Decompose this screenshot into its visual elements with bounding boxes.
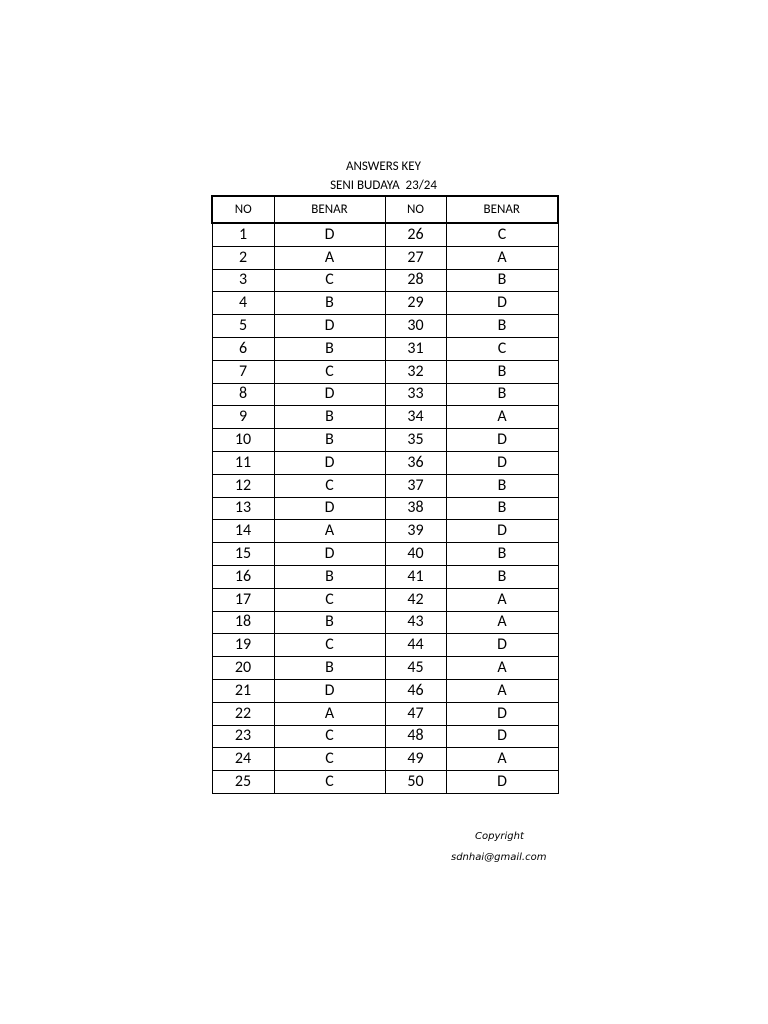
table-row [212,748,558,771]
cell-answer: D [274,497,385,520]
table-row [212,406,558,429]
cell-answer: B [446,543,558,566]
table-row [212,292,558,315]
cell-no: 48 [385,725,446,748]
cell-no: 5 [212,315,274,338]
cell-answer: D [274,223,385,246]
cell-answer: D [446,702,558,725]
cell-answer: D [274,679,385,702]
table-row [212,246,558,269]
answer-key-table [211,195,559,794]
cell-answer: A [274,246,385,269]
cell-no: 33 [385,383,446,406]
table-row [212,771,558,794]
table-header-row [212,196,558,223]
cell-answer: B [446,474,558,497]
cell-answer: D [446,520,558,543]
cell-answer: B [274,429,385,452]
table-row [212,611,558,634]
cell-answer: B [274,337,385,360]
cell-answer: B [446,315,558,338]
document-subtitle: SENI BUDAYA 23/24 [330,178,437,193]
cell-answer: B [274,565,385,588]
cell-no: 41 [385,565,446,588]
cell-no: 43 [385,611,446,634]
table-row [212,360,558,383]
table-row [212,702,558,725]
cell-no: 50 [385,771,446,794]
table-row [212,451,558,474]
cell-answer: D [274,315,385,338]
cell-no: 2 [212,246,274,269]
cell-no: 4 [212,292,274,315]
cell-no: 45 [385,657,446,680]
cell-no: 42 [385,588,446,611]
table-row [212,543,558,566]
cell-no: 44 [385,634,446,657]
cell-no: 8 [212,383,274,406]
cell-no: 7 [212,360,274,383]
cell-answer: C [274,771,385,794]
cell-answer: A [274,702,385,725]
cell-no: 1 [212,223,274,246]
cell-answer: B [446,269,558,292]
cell-no: 25 [212,771,274,794]
cell-no: 38 [385,497,446,520]
cell-answer: B [446,497,558,520]
cell-answer: C [274,725,385,748]
cell-no: 15 [212,543,274,566]
table-row [212,520,558,543]
cell-no: 12 [212,474,274,497]
cell-no: 14 [212,520,274,543]
table-row [212,725,558,748]
cell-answer: B [274,611,385,634]
cell-no: 21 [212,679,274,702]
cell-answer: C [274,588,385,611]
cell-answer: C [274,360,385,383]
table-row [212,474,558,497]
cell-answer: D [446,451,558,474]
cell-answer: D [446,292,558,315]
cell-no: 3 [212,269,274,292]
cell-no: 24 [212,748,274,771]
cell-no: 10 [212,429,274,452]
cell-answer: B [274,406,385,429]
cell-no: 9 [212,406,274,429]
cell-no: 26 [385,223,446,246]
table-row [212,223,558,246]
cell-answer: C [274,269,385,292]
cell-answer: D [274,451,385,474]
table-row [212,315,558,338]
table-row [212,429,558,452]
table-row [212,337,558,360]
cell-no: 39 [385,520,446,543]
cell-answer: A [446,611,558,634]
cell-answer: D [446,725,558,748]
cell-no: 13 [212,497,274,520]
cell-no: 17 [212,588,274,611]
cell-answer: C [446,223,558,246]
cell-no: 35 [385,429,446,452]
cell-answer: C [446,337,558,360]
cell-answer: A [446,246,558,269]
cell-no: 27 [385,246,446,269]
cell-answer: B [274,292,385,315]
cell-no: 47 [385,702,446,725]
table-row [212,565,558,588]
cell-answer: A [446,588,558,611]
cell-no: 23 [212,725,274,748]
cell-no: 31 [385,337,446,360]
column-header-benar-2: BENAR [446,196,558,223]
cell-answer: A [446,748,558,771]
cell-no: 34 [385,406,446,429]
cell-no: 28 [385,269,446,292]
cell-no: 37 [385,474,446,497]
column-header-benar-1: BENAR [274,196,385,223]
copyright-email: sdnhai@gmail.com [451,852,547,863]
column-header-no-1: NO [212,196,274,223]
cell-answer: B [274,657,385,680]
table-row [212,269,558,292]
cell-answer: D [274,383,385,406]
cell-answer: A [274,520,385,543]
cell-no: 11 [212,451,274,474]
cell-answer: B [446,360,558,383]
cell-no: 22 [212,702,274,725]
document-title: ANSWERS KEY [346,159,421,174]
copyright-label: Copyright [475,831,524,842]
table-row [212,657,558,680]
cell-no: 20 [212,657,274,680]
cell-answer: D [446,429,558,452]
cell-no: 36 [385,451,446,474]
cell-no: 19 [212,634,274,657]
table-row [212,634,558,657]
cell-answer: B [446,383,558,406]
cell-no: 49 [385,748,446,771]
cell-answer: D [446,771,558,794]
cell-no: 40 [385,543,446,566]
cell-answer: D [274,543,385,566]
cell-no: 46 [385,679,446,702]
cell-answer: C [274,634,385,657]
cell-no: 18 [212,611,274,634]
cell-answer: A [446,657,558,680]
table-row [212,497,558,520]
table-row [212,679,558,702]
cell-no: 29 [385,292,446,315]
table-row [212,588,558,611]
cell-answer: A [446,679,558,702]
cell-no: 6 [212,337,274,360]
table-row [212,383,558,406]
cell-no: 32 [385,360,446,383]
cell-no: 16 [212,565,274,588]
cell-answer: B [446,565,558,588]
cell-answer: C [274,748,385,771]
cell-answer: D [446,634,558,657]
cell-no: 30 [385,315,446,338]
cell-answer: C [274,474,385,497]
cell-answer: A [446,406,558,429]
column-header-no-2: NO [385,196,446,223]
